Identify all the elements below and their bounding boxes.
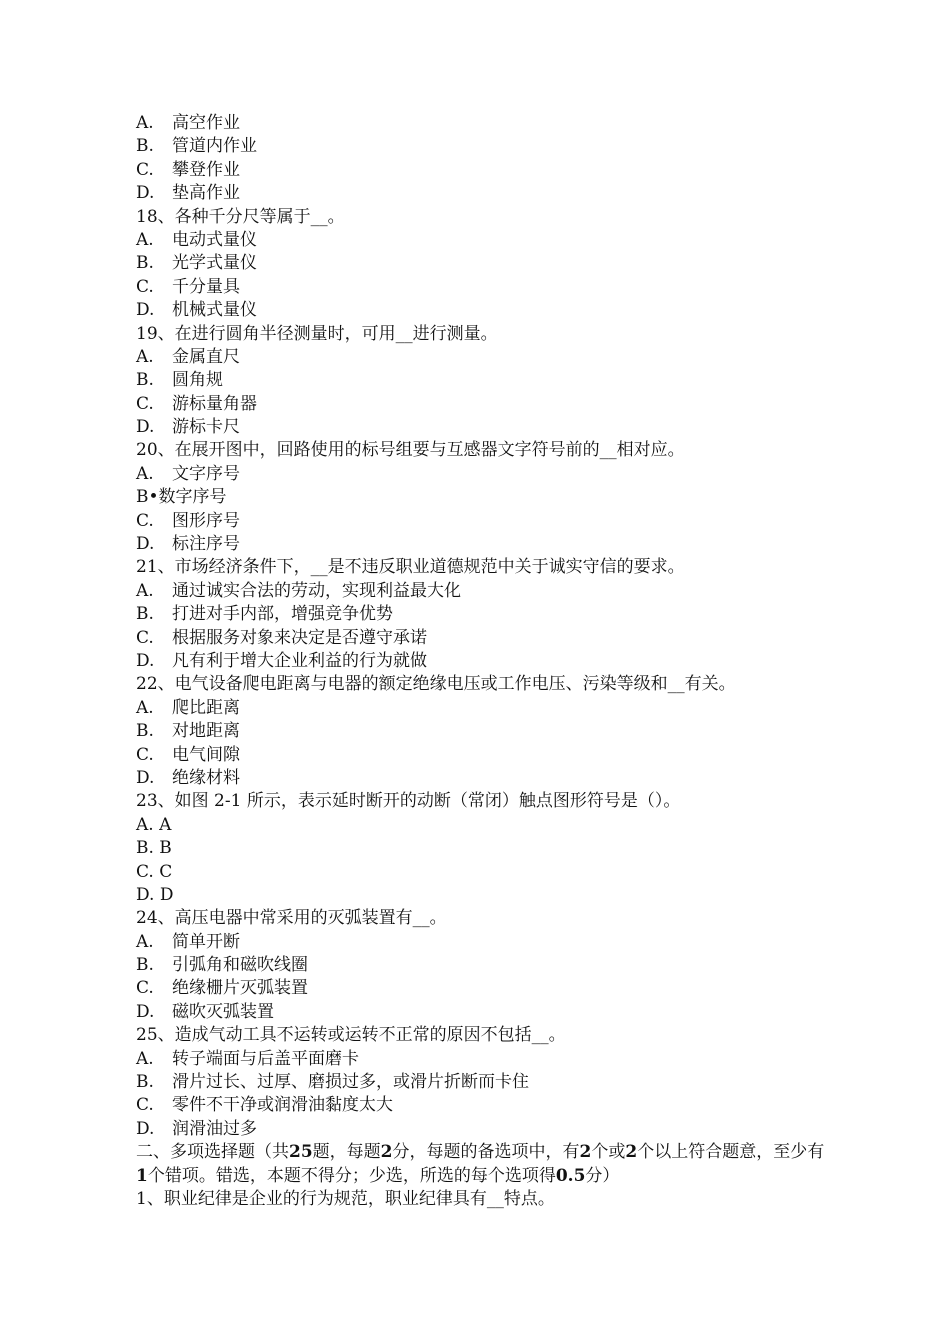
option-line: B. B — [136, 838, 172, 859]
option-text: 简单开断 — [172, 931, 240, 952]
option-letter: D. — [136, 650, 155, 671]
option-line: C. C — [136, 861, 173, 882]
option-line — [136, 182, 826, 205]
option-letter: D. — [136, 300, 155, 321]
option-line — [136, 159, 826, 182]
option-line — [136, 252, 826, 275]
option-letter: A. — [136, 346, 154, 367]
option-letter: B. — [136, 370, 154, 391]
option-letter: D. — [136, 183, 155, 204]
option-line — [136, 1118, 826, 1141]
option-text: 文字序号 — [172, 463, 240, 484]
option-letter: D. — [136, 1001, 155, 1022]
option-letter: C. — [136, 159, 154, 180]
option-letter: C. — [136, 276, 154, 297]
option-letter: C. — [136, 627, 154, 648]
option-text: 转子端面与后盖平面磨卡 — [172, 1048, 359, 1069]
option-letter: C. — [136, 744, 154, 765]
option-text: 磁吹灭弧装置 — [172, 1001, 274, 1022]
question-line: 23、如图 2-1 所示，表示延时断开的动断（常闭）触点图形符号是（）。 — [136, 791, 681, 812]
option-line — [136, 369, 826, 392]
option-line — [136, 650, 826, 673]
option-line — [136, 767, 826, 790]
question-list — [136, 112, 826, 1211]
option-letter: C. — [136, 978, 154, 999]
option-text: 高空作业 — [172, 113, 240, 133]
option-line — [136, 603, 826, 626]
option-text: 管道内作业 — [172, 136, 257, 157]
option-line — [136, 135, 826, 158]
question-line: 22、电气设备爬电距离与电器的额定绝缘电压或工作电压、污染等级和__有关。 — [136, 674, 736, 695]
option-text: 打进对手内部，增强竞争优势 — [172, 604, 393, 625]
option-letter: A. — [136, 229, 154, 250]
option-letter: B. — [136, 1072, 154, 1093]
question-line: 25、造成气动工具不运转或运转不正常的原因不包括__。 — [136, 1025, 566, 1046]
option-line — [136, 1048, 826, 1071]
question-line: 24、高压电器中常采用的灭弧装置有__。 — [136, 908, 447, 929]
option-line — [136, 1094, 826, 1117]
option-letter: B. — [136, 253, 154, 274]
option-text: 游标量角器 — [172, 393, 257, 414]
option-text: 图形序号 — [172, 510, 240, 531]
option-text: 圆角规 — [172, 370, 223, 391]
option-text: 光学式量仪 — [172, 253, 257, 274]
option-line: A. A — [136, 814, 172, 835]
option-text: 游标卡尺 — [172, 417, 240, 438]
option-text: 垫高作业 — [172, 183, 240, 204]
option-letter: B. — [136, 136, 154, 157]
option-letter: A. — [136, 1048, 154, 1069]
option-letter: A. — [136, 697, 154, 718]
section-heading: 二、多项选择题（共25题，每题2分，每题的备选项中，有2个或2个以上符合题意，至少有1个错项。错选，本题不得分；少选，所选的每个选项得0.5分） — [136, 1142, 825, 1186]
option-line — [136, 276, 826, 299]
option-line — [136, 627, 826, 650]
option-text: 攀登作业 — [172, 159, 240, 180]
option-text: 金属直尺 — [172, 346, 240, 367]
option-line: D. D — [136, 884, 174, 905]
question-line: 18、各种千分尺等属于__。 — [136, 206, 345, 227]
option-letter: A. — [136, 113, 154, 133]
option-line: B•数字序号 — [136, 487, 227, 508]
option-text: 零件不干净或润滑油黏度太大 — [172, 1095, 393, 1116]
option-line — [136, 1071, 826, 1094]
option-text: 标注序号 — [172, 534, 240, 555]
question-line: 20、在展开图中，回路使用的标号组要与互感器文字符号前的__相对应。 — [136, 440, 685, 461]
option-line — [136, 299, 826, 322]
option-line — [136, 229, 826, 252]
option-letter: C. — [136, 1095, 154, 1116]
option-text: 通过诚实合法的劳动，实现利益最大化 — [172, 580, 461, 601]
option-text: 电动式量仪 — [172, 229, 257, 250]
option-letter: A. — [136, 580, 154, 601]
option-text: 千分量具 — [172, 276, 240, 297]
option-letter: A. — [136, 931, 154, 952]
option-letter: D. — [136, 1118, 155, 1139]
option-text: 绝缘材料 — [172, 767, 240, 788]
option-text: 机械式量仪 — [172, 300, 257, 321]
option-line — [136, 393, 826, 416]
question-line: 21、市场经济条件下，__是不违反职业道德规范中关于诚实守信的要求。 — [136, 557, 685, 578]
option-text: 引弧角和磁吹线圈 — [172, 955, 308, 976]
option-letter: D. — [136, 417, 155, 438]
option-text: 爬比距离 — [172, 697, 240, 718]
option-letter: B. — [136, 955, 154, 976]
option-line — [136, 977, 826, 1000]
option-line — [136, 580, 826, 603]
option-letter: A. — [136, 463, 154, 484]
option-text: 电气间隙 — [172, 744, 240, 765]
option-line — [136, 510, 826, 533]
option-letter: C. — [136, 510, 154, 531]
option-text: 滑片过长、过厚、磨损过多，或滑片折断而卡住 — [172, 1072, 529, 1093]
option-letter: D. — [136, 534, 155, 555]
option-text: 绝缘栅片灭弧装置 — [172, 978, 308, 999]
option-line — [136, 931, 826, 954]
option-line — [136, 533, 826, 556]
question-line: 1、职业纪律是企业的行为规范，职业纪律具有__特点。 — [136, 1188, 555, 1209]
option-line — [136, 112, 826, 135]
option-text: 凡有利于增大企业利益的行为就做 — [172, 650, 427, 671]
option-text: 对地距离 — [172, 721, 240, 742]
option-line — [136, 697, 826, 720]
option-text: 润滑油过多 — [172, 1118, 257, 1139]
option-line — [136, 346, 826, 369]
option-text: 根据服务对象来决定是否遵守承诺 — [172, 627, 427, 648]
option-letter: B. — [136, 604, 154, 625]
option-line — [136, 463, 826, 486]
option-letter: B. — [136, 721, 154, 742]
option-line — [136, 1001, 826, 1024]
option-line — [136, 416, 826, 439]
option-letter: C. — [136, 393, 154, 414]
option-line — [136, 954, 826, 977]
question-line: 19、在进行圆角半径测量时，可用__进行测量。 — [136, 323, 498, 344]
option-line — [136, 720, 826, 743]
option-letter: D. — [136, 767, 155, 788]
option-line — [136, 744, 826, 767]
